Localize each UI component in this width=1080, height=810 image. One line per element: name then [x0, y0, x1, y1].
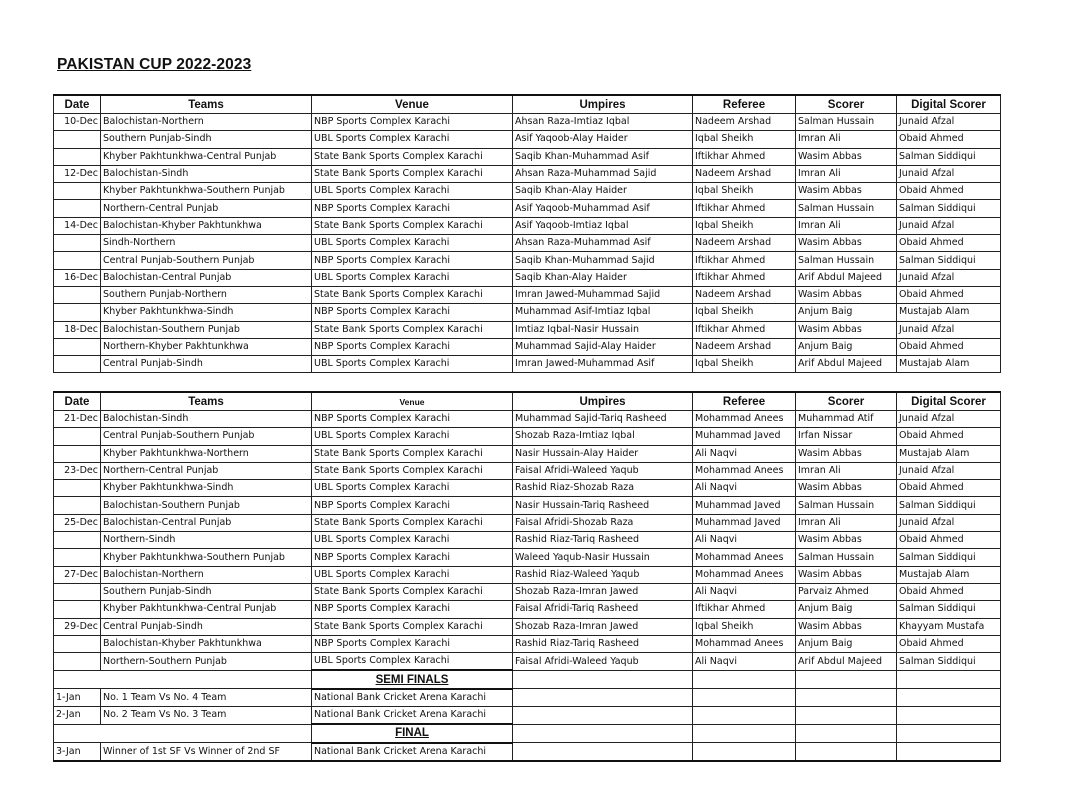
match-venue: State Bank Sports Complex Karachi: [312, 514, 513, 531]
match-venue: NBP Sports Complex Karachi: [312, 635, 513, 652]
match-referee: Iftikhar Ahmed: [693, 148, 796, 165]
match-scorer: Wasim Abbas: [796, 183, 897, 200]
table-row: [54, 321, 1001, 338]
match-referee: Iqbal Sheikh: [693, 618, 796, 635]
match-scorer: Salman Hussain: [796, 200, 897, 217]
match-umpires: Saqib Khan-Muhammad Asif: [513, 148, 693, 165]
match-date: [54, 131, 101, 148]
match-teams: Balochistan-Central Punjab: [101, 514, 312, 531]
match-umpires: Rashid Riaz-Tariq Rasheed: [513, 532, 693, 549]
match-referee: Mohammad Anees: [693, 411, 796, 428]
empty-cell: [897, 689, 1001, 707]
match-scorer: Salman Hussain: [796, 497, 897, 514]
match-date: 10-Dec: [54, 114, 101, 131]
semi-finals-row: [54, 670, 1001, 688]
match-umpires: Rashid Riaz-Tariq Rasheed: [513, 635, 693, 652]
table-row: [54, 165, 1001, 182]
table-row: [54, 304, 1001, 321]
match-digital-scorer: Obaid Ahmed: [897, 235, 1001, 252]
table-row: [54, 480, 1001, 497]
match-digital-scorer: Junaid Afzal: [897, 114, 1001, 131]
match-digital-scorer: Mustajab Alam: [897, 566, 1001, 583]
match-digital-scorer: Junaid Afzal: [897, 321, 1001, 338]
match-digital-scorer: Salman Siddiqui: [897, 252, 1001, 269]
match-digital-scorer: Mustajab Alam: [897, 304, 1001, 321]
match-referee: Ali Naqvi: [693, 445, 796, 462]
match-teams: Northern-Khyber Pakhtunkhwa: [101, 338, 312, 355]
header-venue: Venue: [312, 392, 513, 411]
knockout-row: [54, 689, 1001, 707]
match-date: [54, 480, 101, 497]
empty-cell: [693, 670, 796, 688]
match-venue: UBL Sports Complex Karachi: [312, 428, 513, 445]
match-referee: Muhammad Javed: [693, 497, 796, 514]
table-row: [54, 183, 1001, 200]
match-venue: NBP Sports Complex Karachi: [312, 200, 513, 217]
header-digital-scorer: Digital Scorer: [897, 95, 1001, 114]
match-date: [54, 549, 101, 566]
match-scorer: Wasim Abbas: [796, 235, 897, 252]
match-venue: NBP Sports Complex Karachi: [312, 497, 513, 514]
match-teams: Central Punjab-Southern Punjab: [101, 252, 312, 269]
match-date: 1-Jan: [54, 689, 101, 707]
empty-cell: [796, 707, 897, 725]
table-row: [54, 497, 1001, 514]
match-scorer: Anjum Baig: [796, 601, 897, 618]
match-scorer: Imran Ali: [796, 131, 897, 148]
match-date: 12-Dec: [54, 165, 101, 182]
empty-cell: [513, 743, 693, 761]
match-digital-scorer: Obaid Ahmed: [897, 428, 1001, 445]
match-scorer: Wasim Abbas: [796, 321, 897, 338]
match-scorer: Muhammad Atif: [796, 411, 897, 428]
empty-cell: [693, 724, 796, 742]
empty-cell: [513, 670, 693, 688]
match-digital-scorer: Obaid Ahmed: [897, 131, 1001, 148]
match-umpires: Imran Jawed-Muhammad Asif: [513, 356, 693, 373]
match-digital-scorer: Obaid Ahmed: [897, 532, 1001, 549]
match-teams: Northern-Sindh: [101, 532, 312, 549]
match-venue: State Bank Sports Complex Karachi: [312, 217, 513, 234]
match-date: [54, 635, 101, 652]
match-teams: Balochistan-Sindh: [101, 165, 312, 182]
match-venue: UBL Sports Complex Karachi: [312, 131, 513, 148]
match-umpires: Ahsan Raza-Muhammad Asif: [513, 235, 693, 252]
match-teams: Balochistan-Northern: [101, 566, 312, 583]
schedule-table-round-1: [53, 94, 1001, 373]
match-date: [54, 286, 101, 303]
match-date: [54, 583, 101, 600]
match-digital-scorer: Mustajab Alam: [897, 356, 1001, 373]
match-referee: Ali Naqvi: [693, 653, 796, 671]
header-digital-scorer: Digital Scorer: [897, 392, 1001, 411]
match-teams: Khyber Pakhtunkhwa-Southern Punjab: [101, 183, 312, 200]
knockout-row: [54, 743, 1001, 761]
empty-cell: [54, 670, 312, 688]
header-date: Date: [54, 392, 101, 411]
match-referee: Iqbal Sheikh: [693, 356, 796, 373]
match-umpires: Asif Yaqoob-Alay Haider: [513, 131, 693, 148]
match-date: [54, 235, 101, 252]
match-teams: Sindh-Northern: [101, 235, 312, 252]
match-umpires: Saqib Khan-Alay Haider: [513, 183, 693, 200]
match-scorer: Parvaiz Ahmed: [796, 583, 897, 600]
match-teams: Khyber Pakhtunkhwa-Sindh: [101, 480, 312, 497]
semi-finals-label: SEMI FINALS: [312, 670, 513, 688]
match-teams: Northern-Southern Punjab: [101, 653, 312, 671]
match-scorer: Salman Hussain: [796, 252, 897, 269]
match-umpires: Rashid Riaz-Shozab Raza: [513, 480, 693, 497]
match-teams: Central Punjab-Sindh: [101, 356, 312, 373]
match-teams: Central Punjab-Sindh: [101, 618, 312, 635]
header-referee: Referee: [693, 95, 796, 114]
match-venue: UBL Sports Complex Karachi: [312, 235, 513, 252]
match-date: 18-Dec: [54, 321, 101, 338]
match-teams: Balochistan-Northern: [101, 114, 312, 131]
match-umpires: Rashid Riaz-Waleed Yaqub: [513, 566, 693, 583]
match-digital-scorer: Obaid Ahmed: [897, 480, 1001, 497]
match-umpires: Asif Yaqoob-Muhammad Asif: [513, 200, 693, 217]
table-row: [54, 411, 1001, 428]
match-referee: Iqbal Sheikh: [693, 217, 796, 234]
table-row: [54, 618, 1001, 635]
match-referee: Iftikhar Ahmed: [693, 601, 796, 618]
match-scorer: Imran Ali: [796, 165, 897, 182]
match-date: 29-Dec: [54, 618, 101, 635]
match-venue: UBL Sports Complex Karachi: [312, 532, 513, 549]
table-row: [54, 235, 1001, 252]
empty-cell: [54, 724, 312, 742]
table-row: [54, 635, 1001, 652]
final-label: FINAL: [312, 724, 513, 742]
match-digital-scorer: Obaid Ahmed: [897, 583, 1001, 600]
match-digital-scorer: Obaid Ahmed: [897, 338, 1001, 355]
table-row: [54, 532, 1001, 549]
empty-cell: [513, 689, 693, 707]
match-scorer: Wasim Abbas: [796, 532, 897, 549]
match-digital-scorer: Salman Siddiqui: [897, 497, 1001, 514]
match-scorer: Anjum Baig: [796, 304, 897, 321]
empty-cell: [796, 670, 897, 688]
match-date: [54, 304, 101, 321]
header-referee: Referee: [693, 392, 796, 411]
header-teams: Teams: [101, 392, 312, 411]
match-umpires: Muhammad Sajid-Alay Haider: [513, 338, 693, 355]
match-referee: Mohammad Anees: [693, 635, 796, 652]
match-date: [54, 445, 101, 462]
match-teams: Balochistan-Khyber Pakhtunkhwa: [101, 635, 312, 652]
table-header-row: [54, 95, 1001, 114]
match-referee: Ali Naqvi: [693, 480, 796, 497]
match-referee: Iqbal Sheikh: [693, 131, 796, 148]
table-row: [54, 356, 1001, 373]
match-digital-scorer: Salman Siddiqui: [897, 148, 1001, 165]
match-date: [54, 497, 101, 514]
match-teams: Balochistan-Southern Punjab: [101, 321, 312, 338]
table-row: [54, 601, 1001, 618]
match-digital-scorer: Junaid Afzal: [897, 462, 1001, 479]
match-venue: National Bank Cricket Arena Karachi: [312, 743, 513, 761]
match-digital-scorer: Salman Siddiqui: [897, 200, 1001, 217]
match-referee: Nadeem Arshad: [693, 114, 796, 131]
match-date: [54, 428, 101, 445]
table-row: [54, 217, 1001, 234]
match-venue: NBP Sports Complex Karachi: [312, 304, 513, 321]
empty-cell: [796, 743, 897, 761]
match-referee: Iftikhar Ahmed: [693, 269, 796, 286]
match-teams: Northern-Central Punjab: [101, 200, 312, 217]
header-scorer: Scorer: [796, 95, 897, 114]
match-referee: Nadeem Arshad: [693, 165, 796, 182]
table-row: [54, 148, 1001, 165]
match-referee: Mohammad Anees: [693, 549, 796, 566]
match-teams: Balochistan-Khyber Pakhtunkhwa: [101, 217, 312, 234]
table-row: [54, 428, 1001, 445]
match-digital-scorer: Salman Siddiqui: [897, 549, 1001, 566]
match-teams: Southern Punjab-Sindh: [101, 131, 312, 148]
match-teams: Central Punjab-Southern Punjab: [101, 428, 312, 445]
match-date: 2-Jan: [54, 707, 101, 725]
table-row: [54, 653, 1001, 671]
match-umpires: Faisal Afridi-Waleed Yaqub: [513, 653, 693, 671]
match-venue: State Bank Sports Complex Karachi: [312, 462, 513, 479]
match-referee: Mohammad Anees: [693, 566, 796, 583]
match-venue: National Bank Cricket Arena Karachi: [312, 689, 513, 707]
match-scorer: Irfan Nissar: [796, 428, 897, 445]
match-referee: Nadeem Arshad: [693, 235, 796, 252]
match-referee: Iqbal Sheikh: [693, 183, 796, 200]
match-venue: UBL Sports Complex Karachi: [312, 356, 513, 373]
empty-cell: [513, 707, 693, 725]
match-teams: No. 1 Team Vs No. 4 Team: [101, 689, 312, 707]
match-venue: State Bank Sports Complex Karachi: [312, 618, 513, 635]
match-scorer: Imran Ali: [796, 217, 897, 234]
match-venue: State Bank Sports Complex Karachi: [312, 286, 513, 303]
match-scorer: Salman Hussain: [796, 114, 897, 131]
header-scorer: Scorer: [796, 392, 897, 411]
match-umpires: Shozab Raza-Imran Jawed: [513, 583, 693, 600]
empty-cell: [897, 707, 1001, 725]
match-teams: Northern-Central Punjab: [101, 462, 312, 479]
empty-cell: [897, 724, 1001, 742]
match-date: [54, 356, 101, 373]
match-referee: Iftikhar Ahmed: [693, 200, 796, 217]
empty-cell: [796, 689, 897, 707]
match-scorer: Anjum Baig: [796, 338, 897, 355]
header-umpires: Umpires: [513, 95, 693, 114]
match-umpires: Nasir Hussain-Tariq Rasheed: [513, 497, 693, 514]
table-row: [54, 286, 1001, 303]
match-venue: NBP Sports Complex Karachi: [312, 114, 513, 131]
match-date: 3-Jan: [54, 743, 101, 761]
header-umpires: Umpires: [513, 392, 693, 411]
table-row: [54, 252, 1001, 269]
match-digital-scorer: Junaid Afzal: [897, 514, 1001, 531]
match-digital-scorer: Junaid Afzal: [897, 411, 1001, 428]
empty-cell: [693, 707, 796, 725]
match-scorer: Arif Abdul Majeed: [796, 269, 897, 286]
match-venue: UBL Sports Complex Karachi: [312, 269, 513, 286]
match-venue: National Bank Cricket Arena Karachi: [312, 707, 513, 725]
match-umpires: Saqib Khan-Muhammad Sajid: [513, 252, 693, 269]
table-row: [54, 445, 1001, 462]
match-venue: NBP Sports Complex Karachi: [312, 549, 513, 566]
table-row: [54, 200, 1001, 217]
match-scorer: Arif Abdul Majeed: [796, 653, 897, 671]
empty-cell: [513, 724, 693, 742]
match-digital-scorer: Salman Siddiqui: [897, 653, 1001, 671]
match-scorer: Imran Ali: [796, 514, 897, 531]
header-date: Date: [54, 95, 101, 114]
match-venue: NBP Sports Complex Karachi: [312, 338, 513, 355]
match-digital-scorer: Junaid Afzal: [897, 269, 1001, 286]
match-venue: UBL Sports Complex Karachi: [312, 566, 513, 583]
match-umpires: Faisal Afridi-Waleed Yaqub: [513, 462, 693, 479]
match-teams: Winner of 1st SF Vs Winner of 2nd SF: [101, 743, 312, 761]
match-date: 23-Dec: [54, 462, 101, 479]
match-digital-scorer: Mustajab Alam: [897, 445, 1001, 462]
match-date: [54, 183, 101, 200]
match-venue: State Bank Sports Complex Karachi: [312, 321, 513, 338]
match-venue: NBP Sports Complex Karachi: [312, 601, 513, 618]
match-scorer: Wasim Abbas: [796, 480, 897, 497]
match-scorer: Wasim Abbas: [796, 566, 897, 583]
match-teams: Khyber Pakhtunkhwa-Northern: [101, 445, 312, 462]
match-venue: State Bank Sports Complex Karachi: [312, 583, 513, 600]
match-umpires: Ahsan Raza-Muhammad Sajid: [513, 165, 693, 182]
match-digital-scorer: Obaid Ahmed: [897, 286, 1001, 303]
match-digital-scorer: Salman Siddiqui: [897, 601, 1001, 618]
knockout-row: [54, 707, 1001, 725]
match-teams: Khyber Pakhtunkhwa-Southern Punjab: [101, 549, 312, 566]
empty-cell: [796, 724, 897, 742]
match-umpires: Faisal Afridi-Shozab Raza: [513, 514, 693, 531]
match-scorer: Imran Ali: [796, 462, 897, 479]
match-venue: State Bank Sports Complex Karachi: [312, 148, 513, 165]
match-scorer: Anjum Baig: [796, 635, 897, 652]
match-venue: UBL Sports Complex Karachi: [312, 480, 513, 497]
match-date: [54, 601, 101, 618]
match-date: 25-Dec: [54, 514, 101, 531]
match-date: 27-Dec: [54, 566, 101, 583]
match-venue: State Bank Sports Complex Karachi: [312, 445, 513, 462]
match-referee: Ali Naqvi: [693, 583, 796, 600]
match-date: [54, 338, 101, 355]
match-scorer: Wasim Abbas: [796, 618, 897, 635]
match-digital-scorer: Khayyam Mustafa: [897, 618, 1001, 635]
match-venue: UBL Sports Complex Karachi: [312, 183, 513, 200]
match-referee: Nadeem Arshad: [693, 286, 796, 303]
page-title: PAKISTAN CUP 2022-2023: [57, 56, 252, 73]
header-venue: Venue: [312, 95, 513, 114]
match-date: [54, 252, 101, 269]
match-scorer: Arif Abdul Majeed: [796, 356, 897, 373]
match-teams: No. 2 Team Vs No. 3 Team: [101, 707, 312, 725]
match-referee: Iftikhar Ahmed: [693, 252, 796, 269]
match-teams: Khyber Pakhtunkhwa-Sindh: [101, 304, 312, 321]
match-date: 16-Dec: [54, 269, 101, 286]
match-umpires: Saqib Khan-Alay Haider: [513, 269, 693, 286]
match-umpires: Waleed Yaqub-Nasir Hussain: [513, 549, 693, 566]
match-digital-scorer: Junaid Afzal: [897, 165, 1001, 182]
match-teams: Balochistan-Sindh: [101, 411, 312, 428]
table-row: [54, 269, 1001, 286]
header-teams: Teams: [101, 95, 312, 114]
match-referee: Iqbal Sheikh: [693, 304, 796, 321]
match-date: 14-Dec: [54, 217, 101, 234]
match-referee: Iftikhar Ahmed: [693, 321, 796, 338]
match-scorer: Wasim Abbas: [796, 286, 897, 303]
match-referee: Mohammad Anees: [693, 462, 796, 479]
match-scorer: Wasim Abbas: [796, 148, 897, 165]
match-teams: Balochistan-Central Punjab: [101, 269, 312, 286]
empty-cell: [897, 743, 1001, 761]
match-date: 21-Dec: [54, 411, 101, 428]
match-date: [54, 200, 101, 217]
table-row: [54, 514, 1001, 531]
match-date: [54, 653, 101, 671]
match-venue: NBP Sports Complex Karachi: [312, 411, 513, 428]
match-umpires: Nasir Hussain-Alay Haider: [513, 445, 693, 462]
match-umpires: Shozab Raza-Imran Jawed: [513, 618, 693, 635]
match-teams: Khyber Pakhtunkhwa-Central Punjab: [101, 148, 312, 165]
match-umpires: Muhammad Asif-Imtiaz Iqbal: [513, 304, 693, 321]
match-teams: Southern Punjab-Sindh: [101, 583, 312, 600]
match-umpires: Asif Yaqoob-Imtiaz Iqbal: [513, 217, 693, 234]
match-teams: Balochistan-Southern Punjab: [101, 497, 312, 514]
table-row: [54, 114, 1001, 131]
match-umpires: Faisal Afridi-Tariq Rasheed: [513, 601, 693, 618]
match-digital-scorer: Junaid Afzal: [897, 217, 1001, 234]
empty-cell: [693, 689, 796, 707]
match-referee: Nadeem Arshad: [693, 338, 796, 355]
match-teams: Khyber Pakhtunkhwa-Central Punjab: [101, 601, 312, 618]
match-date: [54, 532, 101, 549]
final-row: [54, 724, 1001, 742]
table-header-row: [54, 392, 1001, 411]
table-row: [54, 462, 1001, 479]
match-scorer: Wasim Abbas: [796, 445, 897, 462]
empty-cell: [693, 743, 796, 761]
match-umpires: Ahsan Raza-Imtiaz Iqbal: [513, 114, 693, 131]
match-venue: UBL Sports Complex Karachi: [312, 653, 513, 671]
match-referee: Ali Naqvi: [693, 532, 796, 549]
match-umpires: Shozab Raza-Imtiaz Iqbal: [513, 428, 693, 445]
empty-cell: [897, 670, 1001, 688]
match-umpires: Imtiaz Iqbal-Nasir Hussain: [513, 321, 693, 338]
table-row: [54, 131, 1001, 148]
match-date: [54, 148, 101, 165]
match-umpires: Muhammad Sajid-Tariq Rasheed: [513, 411, 693, 428]
schedule-table-round-2: [53, 391, 1001, 762]
match-teams: Southern Punjab-Northern: [101, 286, 312, 303]
table-row: [54, 566, 1001, 583]
match-digital-scorer: Obaid Ahmed: [897, 635, 1001, 652]
match-venue: State Bank Sports Complex Karachi: [312, 165, 513, 182]
match-digital-scorer: Obaid Ahmed: [897, 183, 1001, 200]
match-referee: Muhammad Javed: [693, 514, 796, 531]
match-venue: NBP Sports Complex Karachi: [312, 252, 513, 269]
table-row: [54, 549, 1001, 566]
table-row: [54, 583, 1001, 600]
table-row: [54, 338, 1001, 355]
match-umpires: Imran Jawed-Muhammad Sajid: [513, 286, 693, 303]
match-referee: Muhammad Javed: [693, 428, 796, 445]
match-scorer: Salman Hussain: [796, 549, 897, 566]
